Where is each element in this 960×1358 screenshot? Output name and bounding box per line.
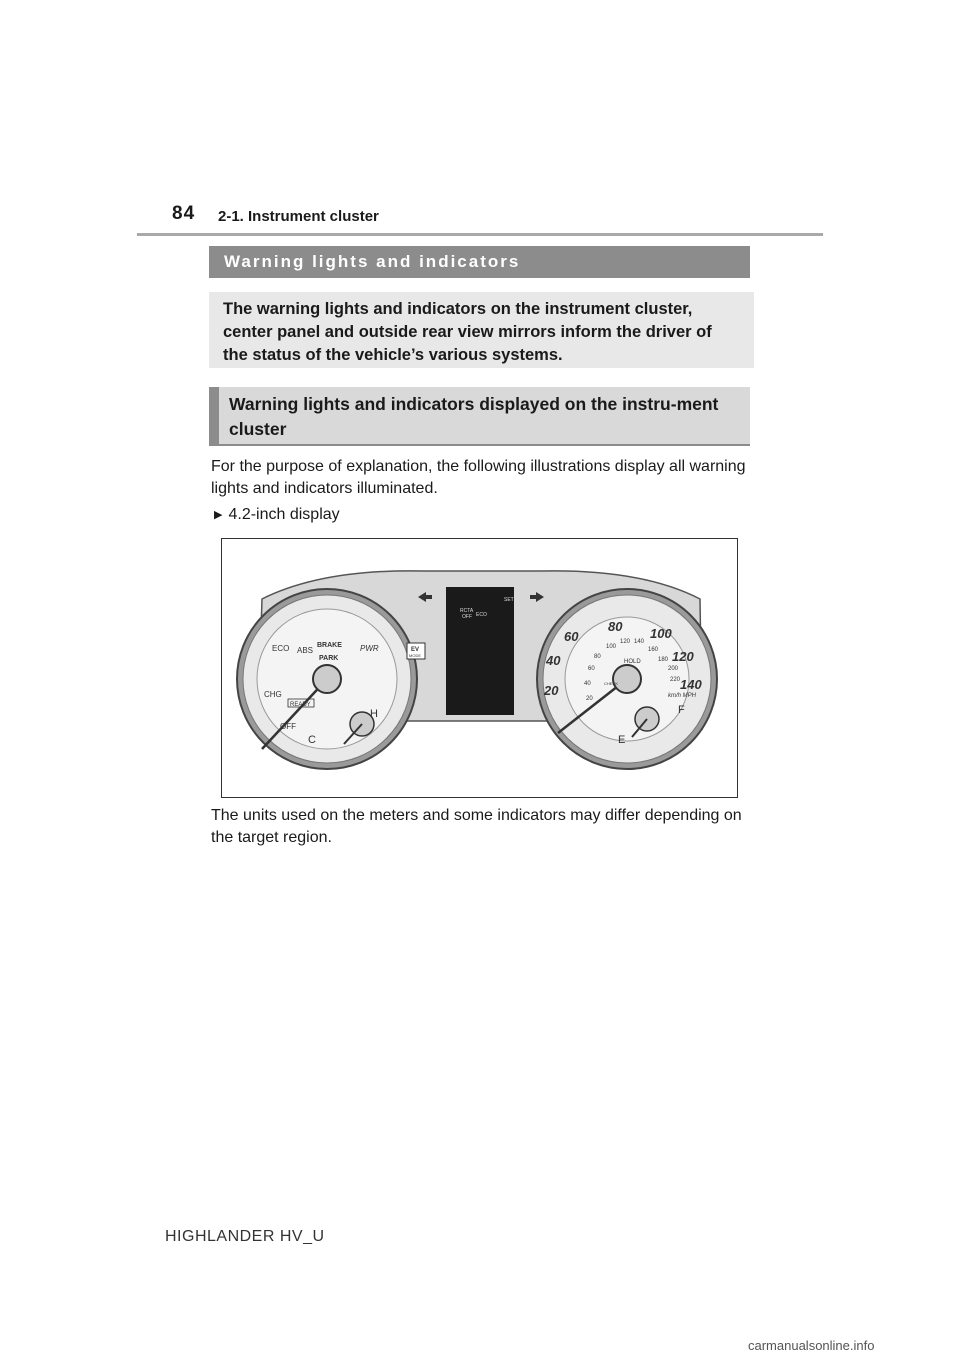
label-ev: EV	[411, 647, 420, 653]
label-hot: H	[370, 708, 378, 720]
kmh-120: 120	[620, 639, 631, 645]
label-hold: HOLD	[624, 659, 641, 665]
bullet-arrow-icon: ▶	[214, 509, 223, 521]
label-rcta: RCTA	[460, 608, 474, 614]
kmh-220: 220	[670, 677, 681, 683]
label-display-eco: ECO	[476, 612, 487, 618]
label-ready: READY	[290, 702, 311, 708]
instrument-cluster-illustration	[222, 539, 739, 799]
kmh-80: 80	[594, 654, 601, 660]
label-cold: C	[308, 734, 316, 746]
subheading-underline	[209, 444, 750, 446]
intro-box: The warning lights and indicators on the instrument cluster, center panel and outside rear view mirrors inform the driver of the status of the vehicle’s various systems.	[209, 292, 754, 368]
kmh-40: 40	[584, 681, 591, 687]
subheading: Warning lights and indicators displayed on the instru-ment cluster	[209, 387, 750, 444]
label-chg: CHG	[264, 690, 282, 699]
kmh-180: 180	[658, 657, 669, 663]
watermark: carmanualsonline.info	[748, 1338, 875, 1353]
section-title: 2-1. Instrument cluster	[218, 208, 379, 225]
label-pwr: PWR	[360, 644, 379, 653]
footer-model: HIGHLANDER HV_U	[165, 1228, 325, 1245]
mph-40: 40	[546, 653, 561, 668]
note-paragraph: The units used on the meters and some indicators may differ depending on the target region.	[211, 807, 742, 846]
mph-140: 140	[680, 677, 702, 692]
label-check: CHECK	[604, 681, 619, 686]
mph-60: 60	[564, 629, 579, 644]
mph-80: 80	[608, 619, 623, 634]
mph-20: 20	[544, 683, 559, 698]
instrument-cluster-figure	[221, 538, 738, 798]
label-empty: E	[618, 734, 626, 746]
kmh-200: 200	[668, 666, 679, 672]
kmh-140: 140	[634, 639, 645, 645]
mph-100: 100	[650, 626, 672, 641]
header-rule	[137, 233, 823, 236]
bullet-text: 4.2-inch display	[228, 506, 340, 523]
bullet-item	[214, 505, 340, 526]
label-set: SET	[504, 597, 514, 603]
page-number: 84	[172, 203, 196, 224]
mph-120: 120	[672, 649, 694, 664]
label-park: PARK	[319, 655, 339, 662]
label-abs: ABS	[297, 646, 314, 655]
label-full: F	[678, 704, 685, 716]
right-gauge	[537, 589, 717, 769]
kmh-160: 160	[648, 647, 659, 653]
label-rcta-off: OFF	[462, 614, 472, 620]
kmh-100: 100	[606, 644, 617, 650]
unit-label: km/h MPH	[668, 693, 697, 699]
heading-bar	[209, 246, 750, 278]
heading-text: Warning lights and indicators	[224, 252, 521, 271]
kmh-60: 60	[588, 666, 595, 672]
body-paragraph: For the purpose of explanation, the following illustrations display all warning lights and indicators illuminated.	[211, 458, 746, 497]
label-eco: ECO	[272, 644, 290, 653]
kmh-20: 20	[586, 696, 593, 702]
label-brake: BRAKE	[317, 642, 342, 649]
label-off: OFF	[280, 722, 296, 731]
label-mode: MODE	[409, 653, 421, 658]
